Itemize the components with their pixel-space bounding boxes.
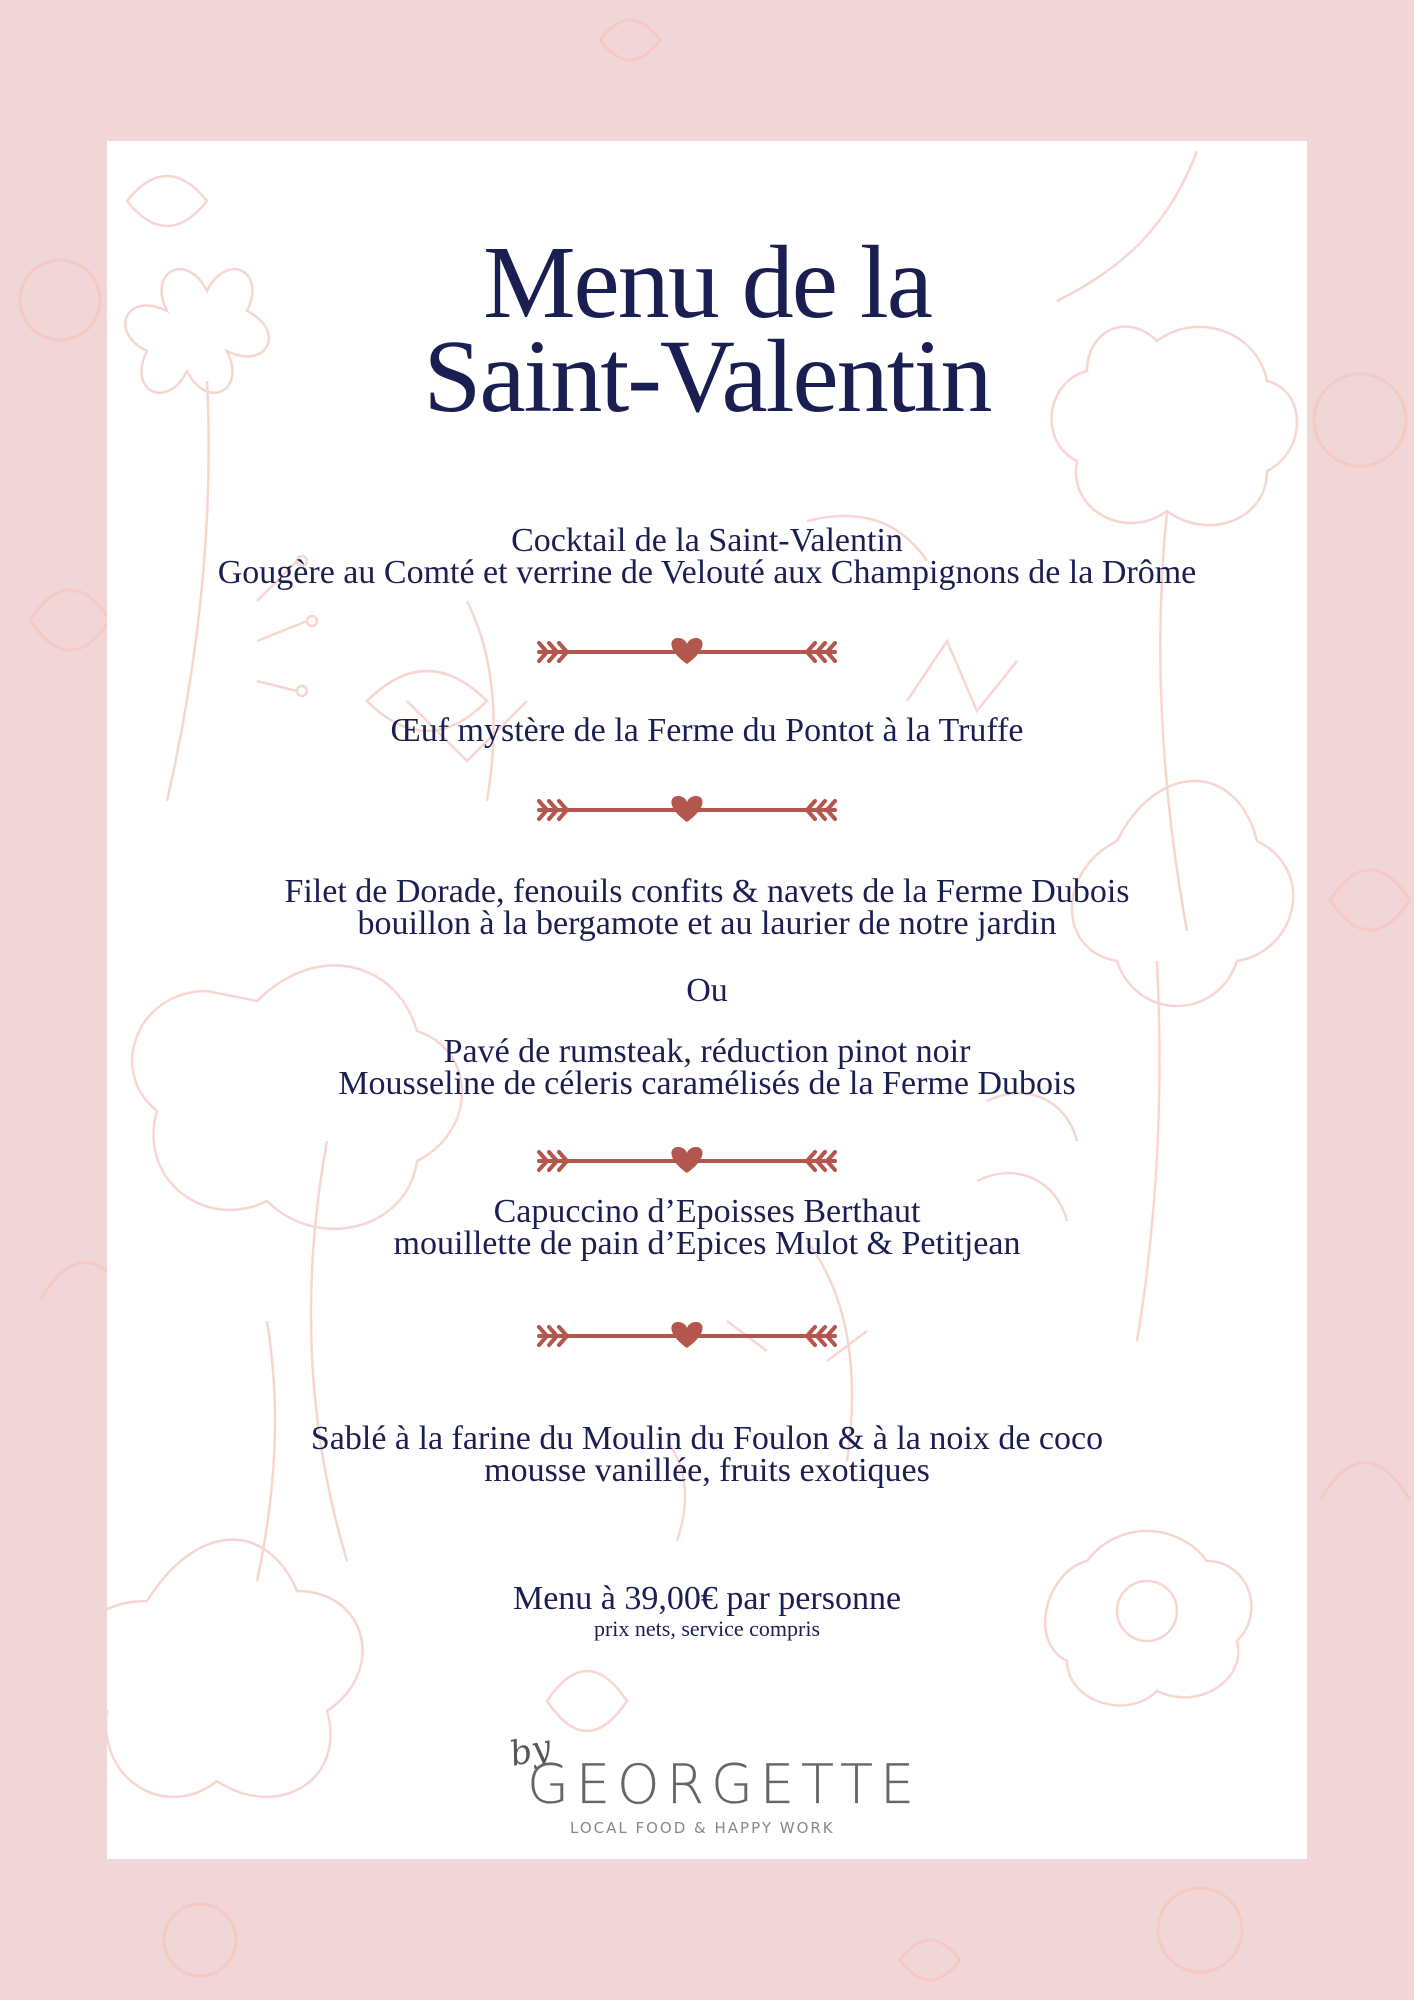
course-line: Mousseline de céleris caramélisés de la Ferme Dubois xyxy=(338,1065,1076,1102)
course-line: Œuf mystère de la Ferme du Pontot à la Truffe xyxy=(390,712,1024,749)
course-line: Gougère au Comté et verrine de Velouté aux Champignons de la Drôme xyxy=(217,554,1197,591)
course-line: mousse vanillée, fruits exotiques xyxy=(484,1452,930,1489)
logo-brand: GEORGETTE xyxy=(527,1753,922,1816)
logo-tagline: LOCAL FOOD & HAPPY WORK xyxy=(570,1819,835,1837)
title-line-2: Saint-Valentin xyxy=(423,319,991,434)
arrow-heart-divider xyxy=(527,1316,847,1356)
logo-by: by xyxy=(506,1727,555,1775)
course-line: Sablé à la farine du Moulin du Foulon & à la noix de coco xyxy=(310,1420,1104,1457)
title-line-1: Menu de la xyxy=(483,225,931,340)
arrow-heart-divider xyxy=(527,1141,847,1181)
course-or xyxy=(107,972,1307,1009)
course-dorade xyxy=(107,873,1307,942)
brand-logo xyxy=(506,1727,927,1841)
price-main: Menu à 39,00€ par personne xyxy=(512,1580,902,1617)
page-title xyxy=(107,225,1307,434)
menu-card xyxy=(107,141,1307,1859)
course-rumsteak xyxy=(107,1033,1307,1102)
heart-icon xyxy=(671,1147,702,1173)
arrow-heart-divider xyxy=(527,790,847,830)
course-line: Capuccino d’Epoisses Berthaut xyxy=(493,1193,921,1230)
heart-icon xyxy=(671,1322,702,1348)
menu-content xyxy=(107,141,1307,1859)
course-line: Cocktail de la Saint-Valentin xyxy=(511,522,903,559)
course-line: Pavé de rumsteak, réduction pinot noir xyxy=(443,1033,971,1070)
heart-icon xyxy=(671,796,702,822)
course-oeuf xyxy=(107,712,1307,749)
course-line: Ou xyxy=(686,972,728,1009)
price-block xyxy=(107,1581,1307,1641)
course-cocktail xyxy=(107,522,1307,591)
course-dessert xyxy=(107,1420,1307,1489)
course-line: mouillette de pain d’Epices Mulot & Petitjean xyxy=(393,1225,1021,1262)
course-cheese xyxy=(107,1193,1307,1262)
course-line: Filet de Dorade, fenouils confits & navets de la Ferme Dubois xyxy=(284,873,1130,910)
course-line: bouillon à la bergamote et au laurier de notre jardin xyxy=(357,905,1057,942)
heart-icon xyxy=(671,638,702,664)
price-note: prix nets, service compris xyxy=(593,1616,821,1641)
arrow-heart-divider xyxy=(527,632,847,672)
